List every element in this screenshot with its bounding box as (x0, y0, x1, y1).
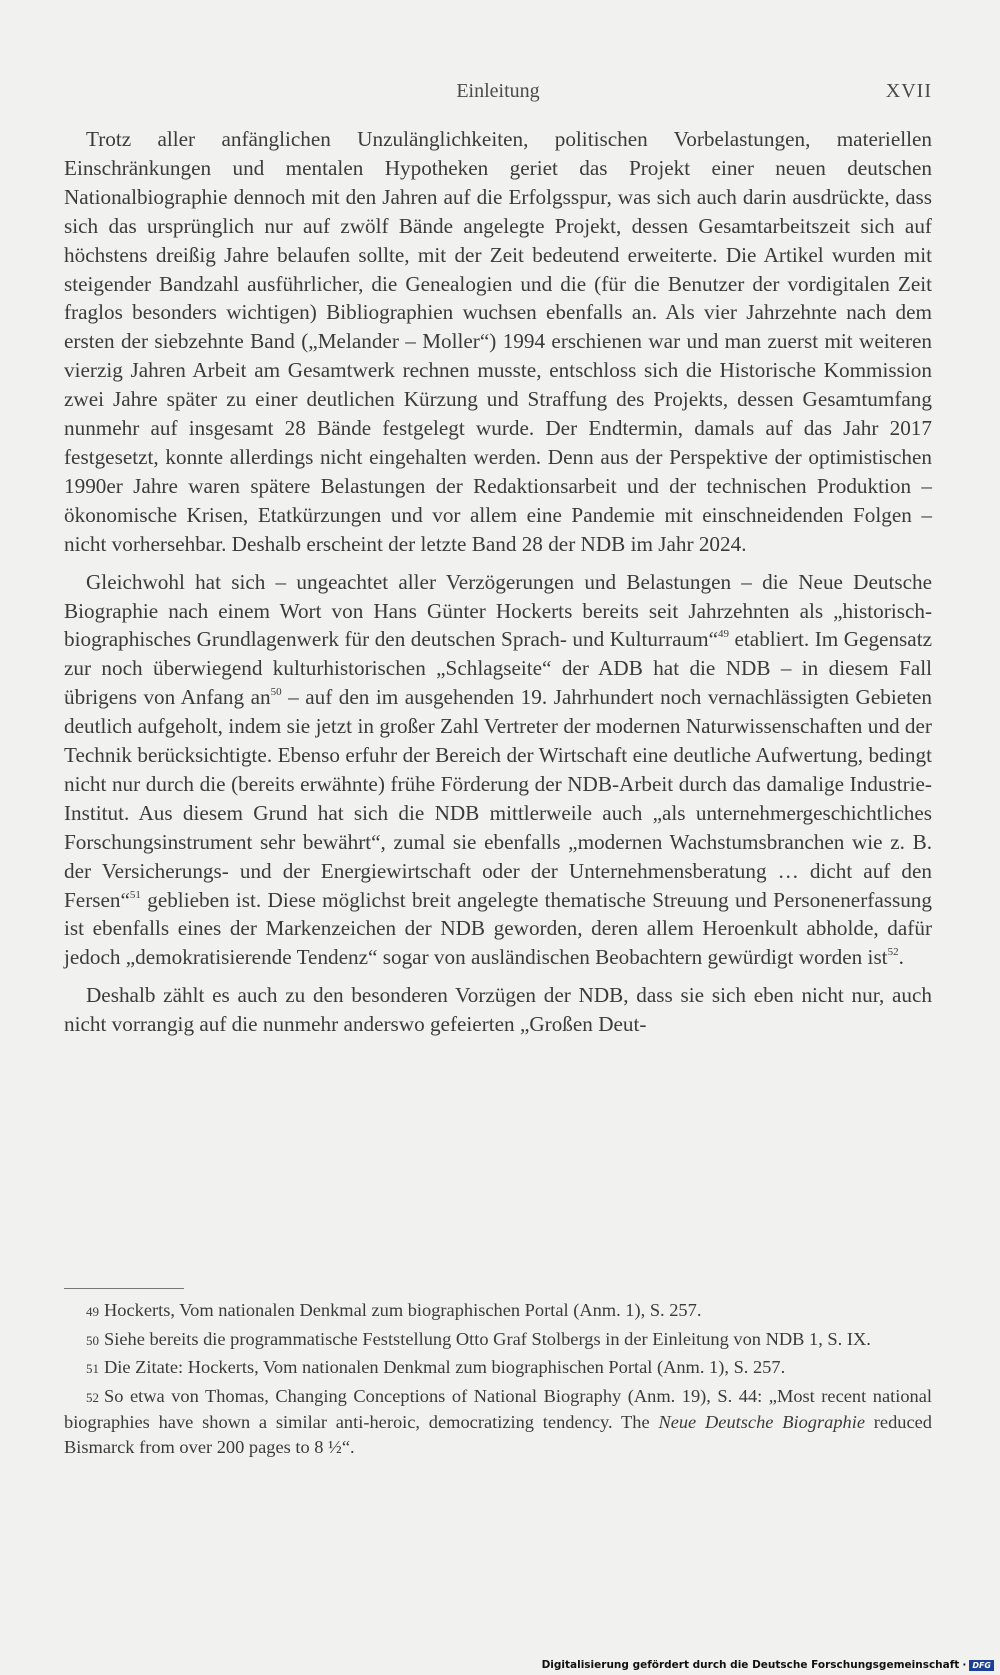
footnote-50 (64, 1327, 932, 1354)
footnote-ref-52[interactable]: 52 (887, 946, 899, 959)
footnote-ref-50[interactable]: 50 (270, 686, 282, 699)
credit-text: Digitalisierung gefördert durch die Deutsche Forschungsgemeinschaft (541, 1659, 960, 1671)
text-segment: Trotz aller anfänglichen Unzulänglichkeiten, politischen Vorbelastungen, materiellen Einschränkungen und mentalen Hypotheken geriet das Projekt einer neuen deutschen Nationalbiographie dennoch mit den Jahren auf die Erfolgsspur, was sich auch darin ausdrückte, dass sich das ursprünglich nur auf zwölf Bände angelegte Projekt, dessen Gesamtarbeitszeit sich auf höchstens dreißig Jahre belaufen sollte, mit der Zeit bedeutend erweiterte. Die Artikel wurden mit steigender Bandzahl ausführlicher, die Genealogien und die (für die Benutzer der vordigitalen Zeit fraglos besonders wichtigen) Bibliographien wuchsen ebenfalls an. Als vier Jahrzehnte nach dem ersten der siebzehnte Band („Melander – Moller“) 1994 erschienen war und man zuerst mit weiteren vierzig Jahren Arbeit am Gesamtwerk rechnen musste, entschloss sich die Historische Kommission zwei Jahre später zu einer deutlichen Kürzung und Straffung des Projekts, dessen Gesamtumfang nunmehr auf insgesamt 28 Bände festgelegt wurde. Der Endtermin, damals auf das Jahr 2017 festgesetzt, konnte allerdings nicht eingehalten werden. Denn aus der Perspektive der optimistischen 1990er Jahre waren spätere Belastungen der Redaktionsarbeit und der technischen Produktion – ökonomische Krisen, Etatkürzungen und vor allem eine Pandemie mit einschneidenden Folgen – nicht vorhersehbar. Deshalb erscheint der letzte Band 28 der NDB im Jahr 2024. (64, 127, 932, 556)
dfg-logo-icon: DFG (969, 1660, 994, 1671)
footnote-divider (64, 1288, 184, 1289)
text-segment: Deshalb zählt es auch zu den besonderen Vorzügen der NDB, dass sie sich eben nicht nur, auch nicht vorrangig auf die nunmehr anderswo gefeierten „Großen Deut- (64, 983, 932, 1037)
footnote-ref-49[interactable]: 49 (717, 628, 729, 641)
footnote-text: reduced Bismarck from over 200 pages to 8 ½“. (64, 1412, 932, 1457)
footnote-number: 50 (86, 1332, 99, 1348)
footnotes (64, 1298, 932, 1462)
text-segment: Gleichwohl hat sich – ungeachtet aller Verzögerungen und Belastungen – die Neue Deutsche Biographie nach einem Wort von Hans Günter Hockerts bereits seit Jahrzehnten als „historisch-biographisches Grundlagenwerk für den deutschen Sprach- und Kulturraum“ (64, 569, 932, 652)
digitization-credit: Digitalisierung gefördert durch die Deutsche Forschungsgemeinschaft · DFG (542, 1659, 994, 1671)
footnote-number: 52 (86, 1389, 99, 1405)
footnote-51 (64, 1355, 932, 1382)
text-segment: – auf den im ausgehenden 19. Jahrhundert noch vernachlässigten Gebieten deutlich aufgeholt, indem sie jetzt in großer Zahl Vertreter der modernen Naturwissenschaften und der Technik berücksichtigte. Ebenso erfuhr der Bereich der Wirtschaft eine deutliche Aufwertung, bedingt nicht nur durch die (bereits erwähnte) frühe Förderung der NDB-Arbeit durch das damalige Industrie-Institut. Aus diesem Grund hat sich die NDB mittlerweile auch „als unternehmergeschichtliches Forschungsinstrument sehr bewährt“, zumal sie ebenfalls „modernen Wachstumsbranchen wie z. B. der Versicherungs- und der Energiewirtschaft oder der Unternehmensberatung … dicht auf den Fersen“ (64, 685, 933, 912)
footnote-text: So etwa von Thomas, Changing Conceptions of National Biography (Anm. 19), S. 44: „Most recent national biographies have shown a similar anti-heroic, democratizing tendency. The (64, 1385, 932, 1433)
footnote-ref-51[interactable]: 51 (129, 888, 141, 901)
text-segment: . (898, 945, 904, 970)
footnote-number: 49 (86, 1304, 99, 1319)
running-head-title: Einleitung (456, 80, 540, 102)
footnote-text: Siehe bereits die programmatische Feststellung Otto Graf Stolbergs in der Einleitung von NDB 1, S. IX. (104, 1328, 871, 1349)
footnote-text: Die Zitate: Hockerts, Vom nationalen Denkmal zum biographischen Portal (Anm. 1), S. 257. (104, 1357, 786, 1378)
footnote-49 (64, 1298, 932, 1325)
footnote-text: Hockerts, Vom nationalen Denkmal zum biographischen Portal (Anm. 1), S. 257. (104, 1300, 702, 1320)
text-segment: etabliert. Im Gegensatz zur noch überwiegend kulturhistorischen „Schlagseite“ der ADB hat die NDB – in diesem Fall übrigens von Anfang an (64, 627, 932, 710)
page-number: XVII (885, 80, 932, 102)
footnote-52 (64, 1384, 932, 1460)
text-segment: geblieben ist. Diese möglichst breit angelegte thematische Streuung und Personenerfassung ist ebenfalls eines der Markenzeichen der NDB geworden, deren allem Heroenkult abholde, dafür jedoch „demokratisierende Tendenz“ sogar von ausländischen Beobachtern gewürdigt worden ist (64, 887, 932, 970)
footnote-number: 51 (86, 1361, 99, 1377)
running-header (64, 80, 932, 108)
paragraph-1 (64, 125, 932, 559)
footnote-italic-title: Neue Deutsche Biographie (658, 1412, 865, 1433)
paragraph-3 (64, 981, 932, 1039)
paragraph-2 (64, 568, 932, 973)
main-text (64, 125, 932, 1039)
